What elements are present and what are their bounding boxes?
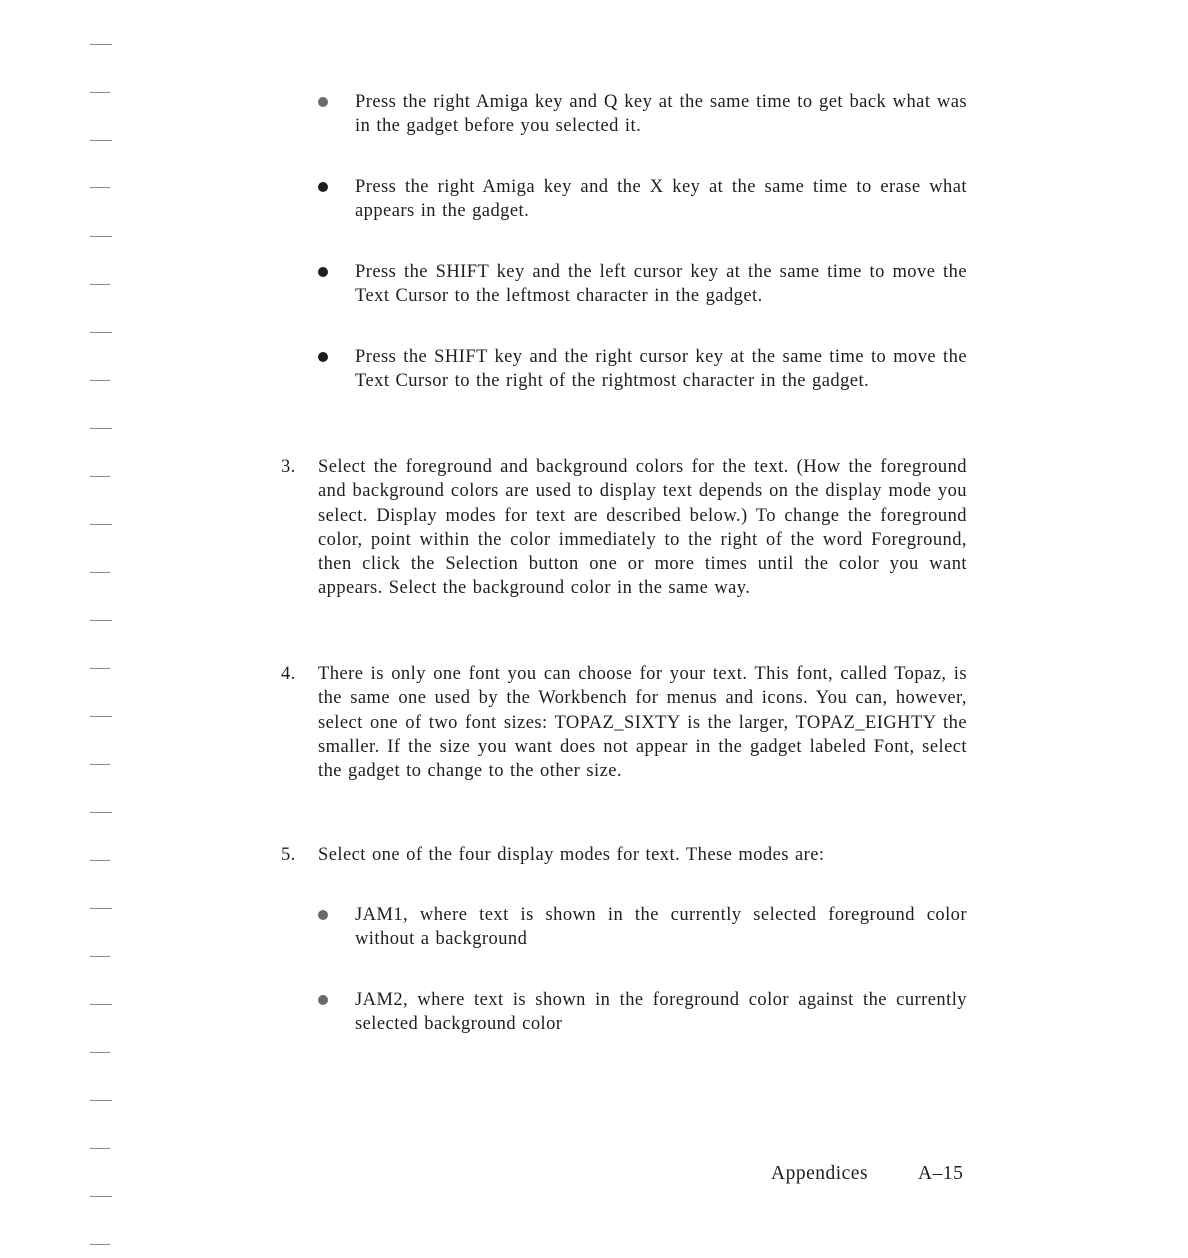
step-text-colors: Select the foreground and background colors for the text. (How the foreground and background colors are used to display text depends on the display mode you select. Display modes for text are described below.) To change the foreground color, point within the color immediately to the right of the word Foreground, then click the Selection button one or more times until the color you want appears. Select the background color in the same way. (318, 457, 967, 599)
step-number: 5. (281, 845, 296, 865)
step-number: 3. (281, 457, 296, 477)
page-number: A–15 (918, 1163, 964, 1184)
bullet-icon (318, 352, 328, 362)
bullet-item-amiga-q: Press the right Amiga key and Q key at the same time to get back what was in the gadget before you selected it. (355, 92, 967, 137)
bullet-icon (318, 97, 328, 107)
step-text-font: There is only one font you can choose for your text. This font, called Topaz, is the same one used by the Workbench for menus and icons. You can, however, select one of two font sizes: TOPAZ_SIXTY is the larger, TOPAZ_EIGHTY the smaller. If the size you want does not appear in the gadget labeled Font, select the gadget to change to the other size. (318, 664, 967, 782)
bullet-item-jam2: JAM2, where text is shown in the foreground color against the currently selected background color (355, 990, 967, 1035)
bullet-item-shift-left: Press the SHIFT key and the left cursor key at the same time to move the Text Cursor to the leftmost character in the gadget. (355, 262, 967, 307)
bullet-icon (318, 267, 328, 277)
bullet-item-shift-right: Press the SHIFT key and the right cursor key at the same time to move the Text Cursor to the right of the rightmost character in the gadget. (355, 347, 967, 392)
bullet-icon (318, 995, 328, 1005)
step-number: 4. (281, 664, 296, 684)
bullet-icon (318, 182, 328, 192)
bullet-icon (318, 910, 328, 920)
bullet-item-amiga-x: Press the right Amiga key and the X key at the same time to erase what appears in the gadget. (355, 177, 967, 222)
bullet-item-jam1: JAM1, where text is shown in the currently selected foreground color without a background (355, 905, 967, 950)
step-text-display-modes: Select one of the four display modes for text. These modes are: (318, 845, 825, 865)
footer-section-title: Appendices (771, 1163, 869, 1184)
